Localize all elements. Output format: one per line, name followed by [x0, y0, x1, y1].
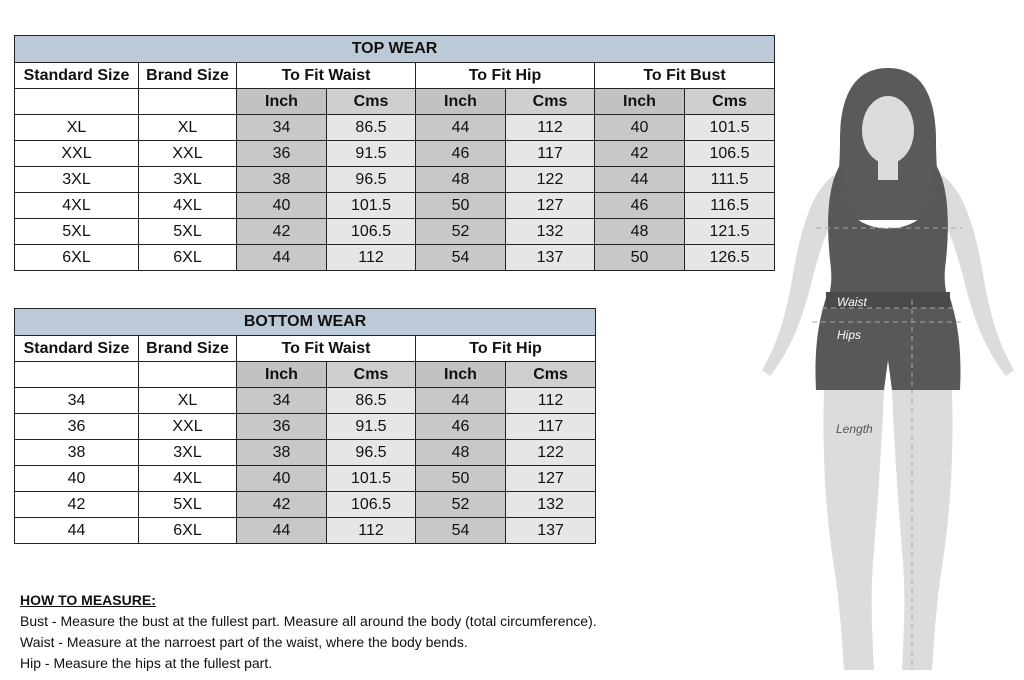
table-cell: 106.5	[685, 141, 775, 167]
table-cell: 40	[595, 115, 685, 141]
table-cell: 106.5	[327, 219, 416, 245]
table-cell: 86.5	[327, 388, 416, 414]
table-cell: 112	[327, 518, 416, 544]
table-cell: 44	[15, 518, 139, 544]
table-cell: 137	[506, 518, 596, 544]
bottom-wear-title: BOTTOM WEAR	[15, 309, 596, 336]
table-cell: 4XL	[139, 193, 237, 219]
table-cell: 34	[237, 388, 327, 414]
table-cell: 86.5	[327, 115, 416, 141]
table-cell: 40	[237, 193, 327, 219]
table-cell: 44	[595, 167, 685, 193]
table-cell: 127	[506, 193, 595, 219]
table-cell: 54	[416, 245, 506, 271]
table-cell: 34	[237, 115, 327, 141]
table-cell: 117	[506, 414, 596, 440]
table-cell: 48	[416, 440, 506, 466]
table-cell: XL	[15, 115, 139, 141]
table-cell: 42	[237, 219, 327, 245]
right-leg	[892, 390, 953, 670]
table-cell: XL	[139, 115, 237, 141]
table-cell: 132	[506, 219, 595, 245]
table-row	[15, 115, 775, 141]
table-cell: 46	[416, 141, 506, 167]
table-cell: 44	[237, 245, 327, 271]
header-standard-size: Standard Size	[15, 63, 139, 89]
table-cell: 3XL	[15, 167, 139, 193]
table-row	[15, 518, 596, 544]
table-cell: 121.5	[685, 219, 775, 245]
table-cell: 40	[15, 466, 139, 492]
table-cell: 46	[416, 414, 506, 440]
unit-header: Inch	[416, 362, 506, 388]
table-cell: XXL	[139, 141, 237, 167]
unit-header: Cms	[327, 362, 416, 388]
table-row	[15, 167, 775, 193]
table-cell: 52	[416, 492, 506, 518]
header-to-fit-hip: To Fit Hip	[416, 336, 596, 362]
table-cell: 91.5	[327, 141, 416, 167]
table-cell: 5XL	[139, 492, 237, 518]
table-cell: 36	[15, 414, 139, 440]
table-cell: 50	[416, 466, 506, 492]
top-wear-table	[14, 35, 775, 271]
table-cell: 122	[506, 440, 596, 466]
table-cell: 50	[595, 245, 685, 271]
empty-cell	[15, 362, 139, 388]
bottom-wear-rows	[15, 388, 596, 544]
table-cell: 44	[416, 115, 506, 141]
table-cell: 38	[15, 440, 139, 466]
table-cell: 36	[237, 414, 327, 440]
table-cell: 122	[506, 167, 595, 193]
header-to-fit-hip: To Fit Hip	[416, 63, 595, 89]
unit-header: Cms	[506, 89, 595, 115]
length-label: Length	[836, 422, 873, 436]
table-cell: 96.5	[327, 440, 416, 466]
table-row	[15, 414, 596, 440]
table-cell: 50	[416, 193, 506, 219]
waist-label: Waist	[837, 295, 867, 309]
table-cell: 116.5	[685, 193, 775, 219]
header-brand-size: Brand Size	[139, 336, 237, 362]
table-cell: XL	[139, 388, 237, 414]
header-to-fit-waist: To Fit Waist	[237, 63, 416, 89]
table-row	[15, 141, 775, 167]
table-cell: 106.5	[327, 492, 416, 518]
empty-cell	[15, 89, 139, 115]
table-row	[15, 492, 596, 518]
top-wear-title: TOP WEAR	[15, 36, 775, 63]
table-row	[15, 466, 596, 492]
table-cell: 3XL	[139, 440, 237, 466]
table-cell: 3XL	[139, 167, 237, 193]
table-cell: 6XL	[139, 518, 237, 544]
table-row	[15, 193, 775, 219]
neck-shape	[878, 158, 898, 180]
table-cell: 36	[237, 141, 327, 167]
empty-cell	[139, 362, 237, 388]
table-cell: 91.5	[327, 414, 416, 440]
face-shape	[862, 96, 914, 164]
table-row	[15, 388, 596, 414]
table-cell: 46	[595, 193, 685, 219]
table-cell: 112	[506, 115, 595, 141]
unit-header: Cms	[685, 89, 775, 115]
table-cell: 4XL	[139, 466, 237, 492]
table-cell: 38	[237, 440, 327, 466]
table-cell: 42	[237, 492, 327, 518]
table-cell: 48	[416, 167, 506, 193]
top-wear-rows	[15, 115, 775, 271]
unit-header: Inch	[416, 89, 506, 115]
table-cell: 42	[595, 141, 685, 167]
table-cell: 101.5	[327, 193, 416, 219]
empty-cell	[139, 89, 237, 115]
body-silhouette-illustration	[752, 60, 1024, 680]
table-cell: 4XL	[15, 193, 139, 219]
hips-label: Hips	[837, 328, 862, 342]
hip-instruction: Hip - Measure the hips at the fullest part.	[20, 655, 273, 671]
header-to-fit-bust: To Fit Bust	[595, 63, 775, 89]
unit-header: Cms	[506, 362, 596, 388]
table-cell: 96.5	[327, 167, 416, 193]
header-brand-size: Brand Size	[139, 63, 237, 89]
table-cell: 132	[506, 492, 596, 518]
table-cell: 6XL	[139, 245, 237, 271]
table-cell: XXL	[15, 141, 139, 167]
header-standard-size: Standard Size	[15, 336, 139, 362]
waist-instruction: Waist - Measure at the narroest part of the waist, where the body bends.	[20, 634, 468, 650]
how-to-measure-title: HOW TO MEASURE:	[20, 592, 156, 608]
table-cell: 34	[15, 388, 139, 414]
table-cell: 137	[506, 245, 595, 271]
how-to-measure	[20, 590, 597, 674]
table-cell: 127	[506, 466, 596, 492]
table-cell: 5XL	[15, 219, 139, 245]
table-cell: 101.5	[685, 115, 775, 141]
table-cell: 52	[416, 219, 506, 245]
table-cell: XXL	[139, 414, 237, 440]
table-cell: 112	[327, 245, 416, 271]
table-cell: 54	[416, 518, 506, 544]
table-cell: 6XL	[15, 245, 139, 271]
table-cell: 117	[506, 141, 595, 167]
table-row	[15, 219, 775, 245]
table-cell: 42	[15, 492, 139, 518]
table-cell: 126.5	[685, 245, 775, 271]
unit-header: Inch	[237, 362, 327, 388]
table-cell: 48	[595, 219, 685, 245]
table-cell: 44	[237, 518, 327, 544]
table-cell: 40	[237, 466, 327, 492]
table-cell: 111.5	[685, 167, 775, 193]
table-row	[15, 440, 596, 466]
table-row	[15, 245, 775, 271]
table-cell: 112	[506, 388, 596, 414]
bottom-wear-table	[14, 308, 596, 544]
bust-instruction: Bust - Measure the bust at the fullest part. Measure all around the body (total circumference).	[20, 613, 597, 629]
table-cell: 44	[416, 388, 506, 414]
unit-header: Inch	[237, 89, 327, 115]
unit-header: Inch	[595, 89, 685, 115]
table-cell: 5XL	[139, 219, 237, 245]
body-measurement-figure	[752, 60, 1024, 680]
unit-header: Cms	[327, 89, 416, 115]
header-to-fit-waist: To Fit Waist	[237, 336, 416, 362]
table-cell: 38	[237, 167, 327, 193]
table-cell: 101.5	[327, 466, 416, 492]
